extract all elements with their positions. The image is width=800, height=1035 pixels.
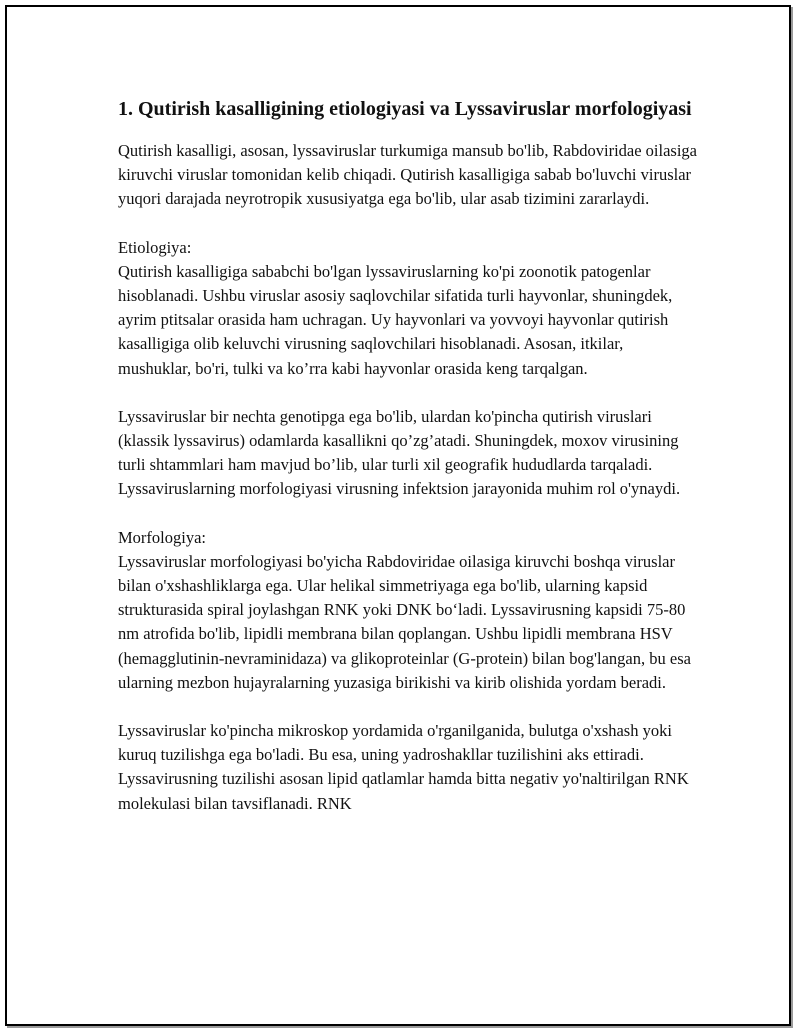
etiology-section <box>118 236 698 381</box>
etiology-heading: Etiologiya: <box>118 237 192 257</box>
morphology-heading: Morfologiya: <box>118 527 206 547</box>
etiology-paragraph-2: Lyssaviruslar bir nechta genotipga ega bo'lib, ulardan ko'pincha qutirish viruslari (klassik lyssavirus) odamlarda kasallikni qo’zg’atadi. Shuningdek, moxov virusining turli shtammlari ham mavjud bo’lib, ular turli xil geografik hududlarda tarqaladi. Lyssaviruslarning morfologiyasi virusning infektsion jarayonida muhim rol o'ynaydi. <box>118 406 681 499</box>
etiology-section-2 <box>118 405 698 502</box>
etiology-paragraph-1: Qutirish kasalligiga sababchi bo'lgan lyssaviruslarning ko'pi zoonotik patogenlar hisoblanadi. Ushbu viruslar asosiy saqlovchilar sifatida turli hayvonlar, shuningdek, ayrim ptitsalar orasida ham uchragan. Uy hayvonlari va yovvoyi hayvonlar qutirish kasalligiga olib keluvchi virusning saqlovchilari hisoblanadi. Asosan, itkilar, mushuklar, bo'ri, tulki va ko’rra kabi hayvonlar orasida keng tarqalgan. <box>118 261 673 378</box>
document-title: 1. Qutirish kasalligining etiologiyasi va Lyssaviruslar morfologiyasi <box>118 98 692 120</box>
morphology-section-2 <box>118 719 698 816</box>
morphology-section <box>118 526 698 695</box>
document-body <box>118 96 698 840</box>
morphology-paragraph-1: Lyssaviruslar morfologiyasi bo'yicha Rabdoviridae oilasiga kiruvchi boshqa viruslar bilan o'xshashliklarga ega. Ular helikal simmetriyaga ega bo'lib, ularning kapsid strukturasida spiral joylashgan RNK yoki DNK bo‘ladi. Lyssavirusning kapsidi 75-80 nm atrofida bo'lib, lipidli membrana bilan qoplangan. Ushbu lipidli membrana HSV (hemagglutinin-nevraminidaza) va glikoproteinlar (G-protein) bilan bog'langan, bu esa ularning mezbon hujayralarning yuzasiga birikishi va kirib olishida yordam beradi. <box>118 551 691 692</box>
intro-section <box>118 139 698 212</box>
morphology-paragraph-2: Lyssaviruslar ko'pincha mikroskop yordamida o'rganilganida, bulutga o'xshash yoki kuruq tuzilishga ega bo'ladi. Bu esa, uning yadroshakllar tuzilishini aks ettiradi. Lyssavirusning tuzilishi asosan lipid qatlamlar hamda bitta negativ yo'naltirilgan RNK molekulasi bilan tavsiflanadi. RNK <box>118 721 689 813</box>
intro-paragraph: Qutirish kasalligi, asosan, lyssaviruslar turkumiga mansub bo'lib, Rabdoviridae oilasiga kiruvchi viruslar tomonidan kelib chiqadi. Qutirish kasalligiga sabab bo'luvchi viruslar yuqori darajada neyrotropik xususiyatga ega bo'lib, ular asab tizimini zararlaydi. <box>118 141 698 209</box>
